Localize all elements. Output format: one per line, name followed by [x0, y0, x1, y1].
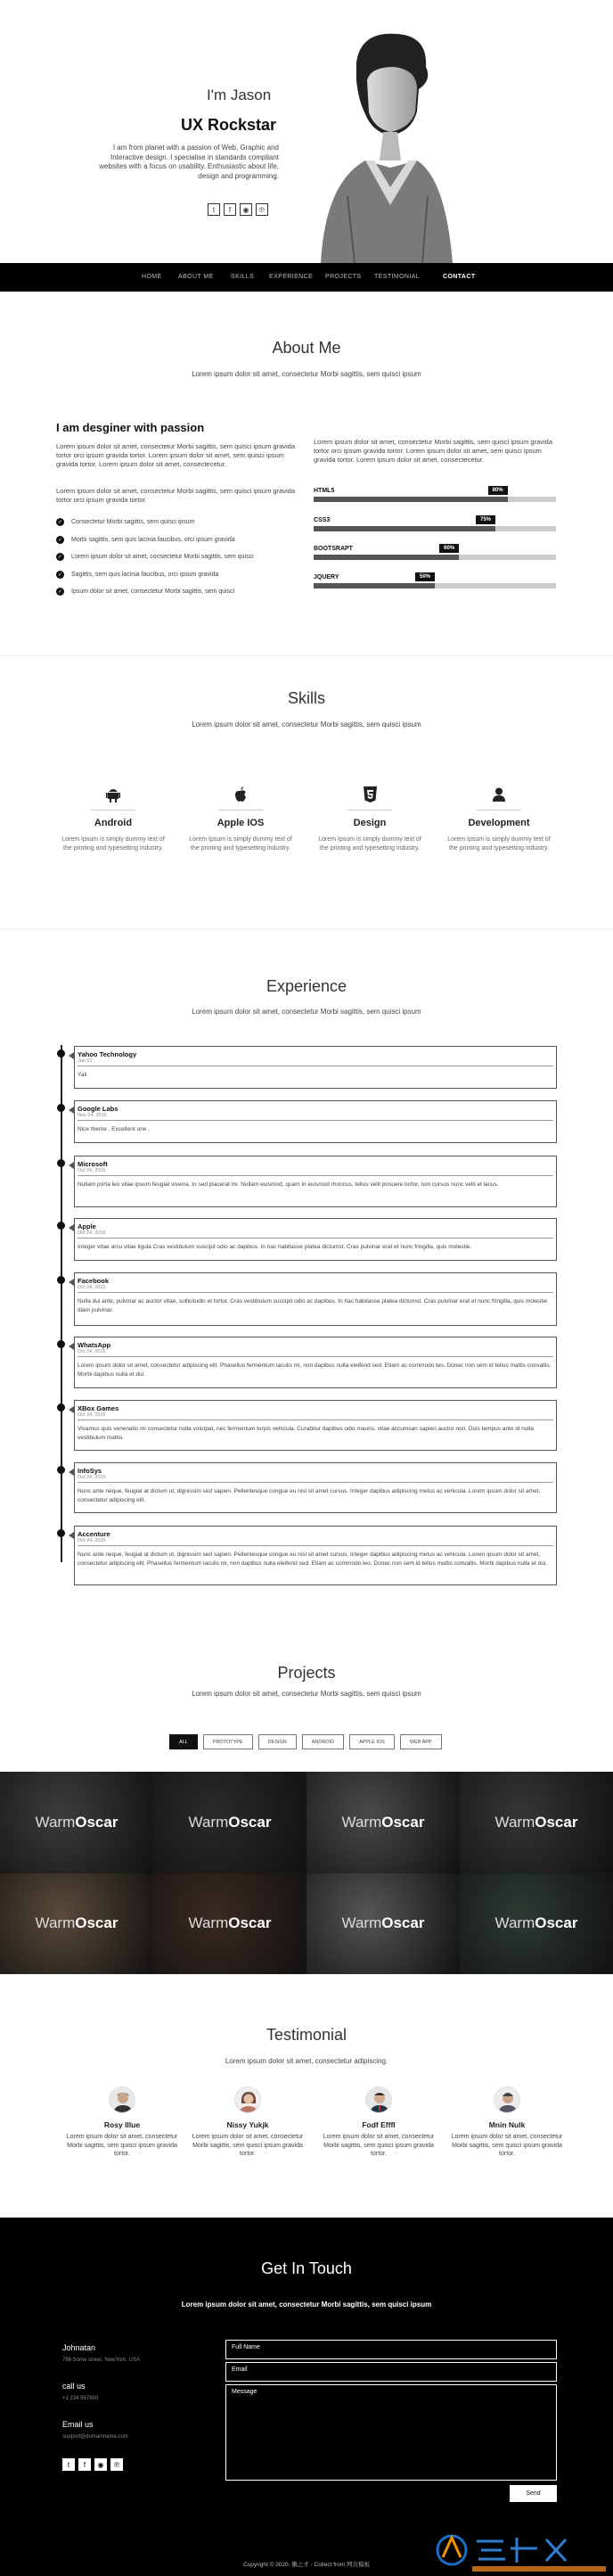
skills-subtitle: Lorem ipsum dolor sit amet, consectetur Morbi sagittis, sem quisci ipsum [192, 720, 421, 728]
main-nav [0, 263, 613, 292]
list-item: ✓ Consectetur Morbi sagittis, sem quisci ipsum [57, 519, 195, 526]
skill-card-design: Design Lorem Ipsum is simply dummy text of the printing and typesetting industry. [316, 785, 423, 853]
avatar [365, 2086, 392, 2113]
avatar [109, 2086, 135, 2113]
testimonial-card: Fodf Efffl Lorem ipsum dolor sit amet, consectetur Morbi sagittis, sem quisci ipsum gravida tortor. [316, 2086, 441, 2159]
site-watermark [432, 2525, 613, 2576]
list-item: ✓ Sagittis, sem quis lacinia faucibus, orci ipsum gravida [57, 571, 219, 578]
skill-bar-css3: CSS3 75% [314, 517, 556, 531]
timeline-item-yahoo: Yahoo Technology Jan 01 Yali [74, 1046, 557, 1089]
contact-phone: +1 234 567890 [62, 2396, 99, 2401]
about-subtitle: Lorem ipsum dolor sit amet, consectetur Morbi sagittis, sem quisci ipsum [192, 370, 421, 378]
progress-badge: 75% [476, 515, 495, 524]
footer-social-links [62, 2458, 123, 2471]
portrait-image [312, 27, 454, 263]
dribbble-icon[interactable]: ◉ [240, 203, 252, 216]
android-icon [60, 785, 167, 804]
progress-fill [314, 497, 508, 502]
twitter-icon[interactable]: t [62, 2458, 75, 2471]
progress-badge: 80% [488, 486, 508, 495]
avatar [234, 2086, 261, 2113]
projects-title: Projects [277, 1664, 336, 1682]
project-tile[interactable]: Warm Oscar [460, 1772, 613, 1873]
check-icon: ✓ [57, 537, 63, 543]
user-icon [445, 785, 552, 804]
timeline-item-xbox: XBox Games Oct 24, 2015 Vivamus quis venenatis mi consectetur nulla volutpat, nec fermentum turpis vehicula. Curabitur dapibus odio mauris, vitae accumsan sapien auctor non. Duis tempus ante id nulla vestibulum mattis. [74, 1400, 557, 1451]
filter-design[interactable]: DESIGN [258, 1734, 297, 1749]
timeline-line [61, 1045, 62, 1562]
experience-title: Experience [266, 977, 347, 995]
html5-icon [316, 785, 423, 804]
testimonial-card: Nissy Yukjk Lorem ipsum dolor sit amet, consectetur Morbi sagittis, sem quisci ipsum gravida tortor. [185, 2086, 310, 2159]
apple-icon [187, 785, 294, 804]
testimonial-card: Mnin Nulk Lorem ipsum dolor sit amet, consectetur Morbi sagittis, sem quisci ipsum gravida tortor. [445, 2086, 569, 2159]
full-name-input[interactable]: Full Name [225, 2340, 557, 2359]
timeline-item-microsoft: Microsoft Oct 24, 2015 Nullam porta leo vitae ipsum feugiat viverra. In sed placerat mi. Nullam euismod, quam in euismod rhoncus, tellus velit posuere tortor, non cursus nunc velit et lacus. [74, 1156, 557, 1207]
nav-item-experience[interactable]: EXPERIENCE [269, 274, 314, 280]
contact-title: Get In Touch [261, 2259, 352, 2277]
testimonial-subtitle: Lorem ipsum dolor sit amet, consectetur adipiscing. [225, 2057, 388, 2065]
copyright: Copyright © 2020. 懒之才 - Collect from 网页模板 [242, 2562, 371, 2568]
contact-section [0, 2218, 613, 2576]
progress-badge: 60% [439, 544, 459, 553]
progress-fill [314, 526, 495, 531]
timeline-item-whatsapp: WhatsApp Oct 24, 2015 Lorem ipsum dolor sit amet, consectetur adipiscing elit. Phasellus fermentum iaculis mi, non dapibus nulla eleifend sed. Etiam ac commodo leo. Donec non sem id tellus mattis convallis. Morbi dapibus nulla et dui. [74, 1337, 557, 1388]
nav-item-skills[interactable]: SKILLS [231, 274, 255, 280]
project-grid [0, 1772, 613, 1974]
contact-email-label: Email us [62, 2420, 94, 2429]
check-icon: ✓ [57, 589, 63, 596]
experience-subtitle: Lorem ipsum dolor sit amet, consectetur Morbi sagittis, sem quisci ipsum [192, 1008, 421, 1016]
project-tile[interactable]: Warm Oscar [0, 1772, 153, 1873]
list-item: ✓ Morbi sagittis, sem quis lacinia faucibus, orci ipsum gravida [57, 536, 235, 543]
facebook-icon[interactable]: f [78, 2458, 91, 2471]
skill-bar-jquery: JQUERY 50% [314, 574, 556, 588]
project-tile[interactable]: Warm Oscar [306, 1873, 460, 1975]
skill-bar-bootstrap: BOOTSRAPT 60% [314, 546, 556, 560]
project-tile[interactable]: Warm Oscar [153, 1873, 306, 1975]
timeline-item-facebook: Facebook Oct 24, 2015 Nulla dui ante, pulvinar ac auctor vitae, sollicitudin et tortor. Cras vestibulum suscipit odio ac dapibus. In hac habitasse platea dictumst. Cras pulvinar erat et nunc fringilla, quis molestie diam pulvinar. [74, 1272, 557, 1326]
filter-prototype[interactable]: PROTOTYPE [203, 1734, 253, 1749]
about-paragraph-2: Lorem ipsum dolor sit amet, consectetur Morbi sagittis, sem quisci ipsum gravida tortor orci ipsum gravida tortor. [56, 487, 296, 504]
hero-social-links [208, 203, 268, 216]
progress-fill [314, 555, 459, 560]
about-title: About Me [272, 339, 341, 357]
project-tile[interactable]: Warm Oscar [0, 1873, 153, 1975]
skill-card-android: Android Lorem Ipsum is simply dummy text of the printing and typesetting industry. [60, 785, 167, 853]
filter-android[interactable]: ANDROID [302, 1734, 344, 1749]
timeline-item-accenture: Accenture Oct 24, 2015 Nunc ante neque, feugiat at dictum ut, dignissim sed sapien. Pellentesque congue eu nisl sit amet cursus. Integer dapibus adipiscing metus ac vehicula. Lorem ipsum dolor sit amet, consectetur adipiscing elit. Phasellus fermentum iaculis mi, non dapibus nulla eleifend sed. Etiam ac commodo leo. Donec non sem id tellus mattis convallis. Morbi dapibus nulla et dui. [74, 1526, 557, 1585]
list-item: ✓ Ipsum dolor sit amet, consectetur Morbi sagittis, sem quisci [57, 588, 235, 596]
list-item: ✓ Lorem ipsum dolor sit amet, consectetur Morbi sagittis, sem quisci [57, 554, 254, 561]
skill-card-development: Development Lorem Ipsum is simply dummy text of the printing and typesetting industry. [445, 785, 552, 853]
hero-bio: I am from planet with a passion of Web, Graphic and Interactive design. I specialise in standards compliant websites with a focus on usability. Enthusiastic about life, design and programming. [99, 144, 279, 180]
project-tile[interactable]: Warm Oscar [306, 1772, 460, 1873]
testimonial-title: Testimonial [266, 2026, 347, 2044]
progress-badge: 50% [415, 572, 435, 581]
project-tile[interactable]: Warm Oscar [153, 1772, 306, 1873]
nav-item-home[interactable]: HOME [142, 274, 162, 280]
check-icon: ✓ [57, 520, 63, 526]
message-textarea[interactable]: Message [225, 2384, 557, 2481]
contact-call-label: call us [62, 2382, 86, 2391]
twitter-icon[interactable]: t [208, 203, 220, 216]
projects-subtitle: Lorem ipsum dolor sit amet, consectetur Morbi sagittis, sem quisci ipsum [192, 1690, 421, 1698]
avatar [494, 2086, 520, 2113]
contact-email: support@domainname.com [62, 2434, 128, 2440]
hero-greeting: I'm Jason [207, 86, 272, 103]
filter-apple-ios[interactable]: APPLE IOS [349, 1734, 395, 1749]
about-heading: I am desginer with passion [56, 421, 205, 434]
nav-item-testimonial[interactable]: TESTIMONIAL [374, 274, 421, 280]
filter-web-app[interactable]: WEB APP [400, 1734, 442, 1749]
timeline-item-infosys: InfoSys Oct 24, 2015 Nunc ante neque, feugiat at dictum ut, dignissim sed sapien. Pellentesque congue eu nisl sit amet cursus. Integer dapibus adipiscing metus ac vehicula. Lorem ipsum dolor sit amet, consectetur adipiscing elit. [74, 1462, 557, 1513]
timeline-item-google: Google Labs Nov 24, 2015 Nice theme , Excellent one . [74, 1100, 557, 1143]
facebook-icon[interactable]: f [224, 203, 236, 216]
progress-fill [314, 583, 435, 588]
contact-subtitle: Lorem ipsum dolor sit amet, consectetur Morbi sagittis, sem quisci ipsum [181, 2300, 432, 2309]
check-icon: ✓ [57, 555, 63, 561]
pinterest-icon[interactable]: ℗ [110, 2458, 123, 2471]
hero-role: UX Rockstar [181, 116, 277, 134]
nav-item-projects[interactable]: PROJECTS [325, 274, 362, 280]
skills-title: Skills [287, 689, 325, 707]
hero-section [0, 0, 613, 263]
pinterest-icon[interactable]: ℗ [256, 203, 268, 216]
contact-address: 786 Some street, NewYork, USA [62, 2358, 140, 2363]
contact-name: Johnatan [62, 2343, 96, 2352]
email-input[interactable]: Email [225, 2362, 557, 2382]
timeline-item-apple: Apple Oct 24, 2015 Integer vitae arcu vitae ligula Cras vestibulum suscipit odio ac dapibus. In hac habitasse platea dictumst. Cras pulvinar erat et nunc fringilla, quis molestie. [74, 1218, 557, 1261]
testimonial-card: Rosy Illue Lorem ipsum dolor sit amet, consectetur Morbi sagittis, sem quisci ipsum gravida tortor. [60, 2086, 184, 2159]
filter-all[interactable]: ALL [169, 1734, 198, 1749]
nav-item-contact[interactable]: CONTACT [443, 274, 476, 280]
about-paragraph-1: Lorem ipsum dolor sit amet, consectetur Morbi sagittis, sem quisci ipsum gravida tortor orci ipsum gravida tortor. Lorem ipsum dolor sit amet, sem quisci ipsum gravida tortor. Lorem ipsum dolor sit amet, consectecetur. [56, 442, 296, 468]
dribbble-icon[interactable]: ◉ [94, 2458, 107, 2471]
skill-bar-html5: HTML5 80% [314, 488, 556, 502]
about-checklist [56, 514, 254, 601]
skill-card-apple-ios: Apple IOS Lorem Ipsum is simply dummy text of the printing and typesetting industry. [187, 785, 294, 853]
project-filters [169, 1734, 442, 1749]
send-button[interactable]: Send [510, 2485, 557, 2502]
check-icon: ✓ [57, 572, 63, 578]
nav-item-about[interactable]: ABOUT ME [178, 274, 214, 280]
project-tile[interactable]: Warm Oscar [460, 1873, 613, 1975]
about-paragraph-right: Lorem ipsum dolor sit amet, consectetur Morbi sagittis, sem quisci ipsum gravida tortor orci ipsum gravida tortor. Lorem ipsum dolor sit amet, sem quisci ipsum gravida tortor. Lorem ipsum dolor sit amet, consectecetur. [314, 438, 553, 464]
